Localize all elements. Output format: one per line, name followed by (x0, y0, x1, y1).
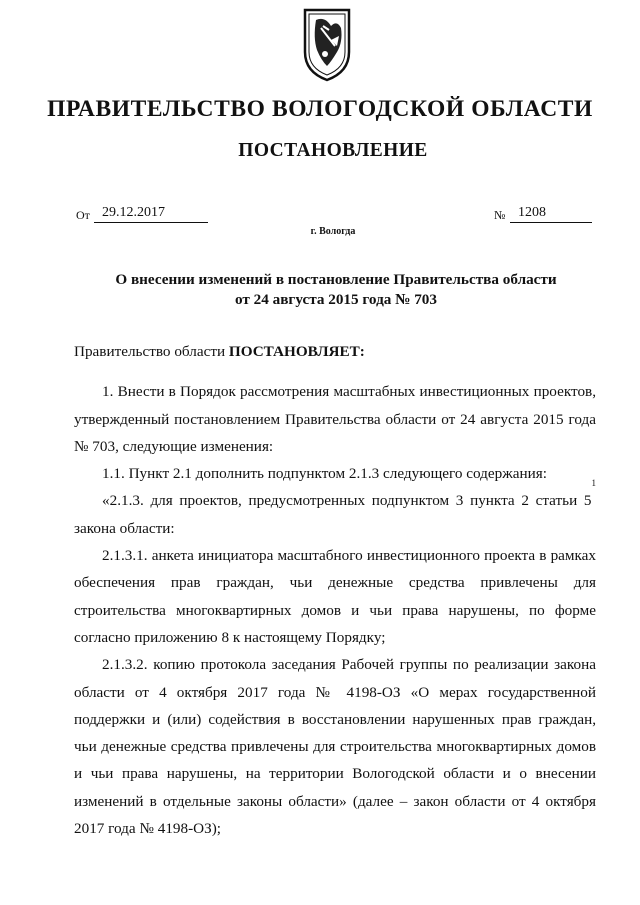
document-subject (80, 270, 592, 310)
paragraph-2-1-3-2: 2.1.3.2. копию протокола заседания Рабочей группы по реализации закона области от 4 октября 2017 года № 4198-ОЗ «О мерах государственной поддержки и (или) содействия в восстановлении нарушенных прав граждан, чьи денежные средства привлечены для строительства многоквартирных домов и чьи права нарушены, на территории Вологодской области и о внесении изменений в отдельные законы области» (далее – закон области от 4 октября 2017 года № 4198-ОЗ); (74, 656, 596, 838)
subject-line-1: О внесении изменений в постановление Правительства области (115, 271, 557, 288)
document-type: ПОСТАНОВЛЕНИЕ (238, 140, 428, 161)
document-body (74, 338, 596, 842)
number-prefix: № (494, 208, 506, 222)
paragraph-1: 1. Внести в Порядок рассмотрения масштабных инвестиционных проектов, утвержденный постановлением Правительства области от 24 августа 2015 года № 703, следующие изменения: (74, 383, 596, 455)
subject-line-2: от 24 августа 2015 года № 703 (235, 291, 437, 308)
city: г. Вологда (310, 226, 356, 237)
paragraph-2-1-3-1: 2.1.3.1. анкета инициатора масштабного инвестиционного проекта в рамках обеспечения прав граждан, чьи денежные средства привлечены для строительства многоквартирных домов и чьи права нарушены, по форме согласно приложению 8 к настоящему Порядку; (74, 547, 596, 646)
paragraph-2-1-3-text: «2.1.3. для проектов, предусмотренных подпунктом 3 пункта 2 статьи 5 (102, 492, 592, 510)
document-date: 29.12.2017 (94, 205, 208, 223)
date-prefix: От (76, 208, 90, 222)
paragraph-2-1-3-tail: закона области: (74, 519, 175, 537)
paragraph-2-1-3 (74, 478, 596, 542)
article-superscript: 1 (591, 478, 596, 489)
document-number: 1208 (510, 205, 592, 223)
coat-of-arms-icon (301, 6, 353, 84)
preamble-text: Правительство области (74, 343, 229, 360)
preamble-decree-word: ПОСТАНОВЛЯЕТ: (228, 343, 365, 360)
paragraph-1-1: 1.1. Пункт 2.1 дополнить подпунктом 2.1.3 следующего содержания: (102, 465, 547, 483)
government-title: ПРАВИТЕЛЬСТВО ВОЛОГОДСКОЙ ОБЛАСТИ (47, 96, 593, 122)
preamble (74, 338, 596, 365)
